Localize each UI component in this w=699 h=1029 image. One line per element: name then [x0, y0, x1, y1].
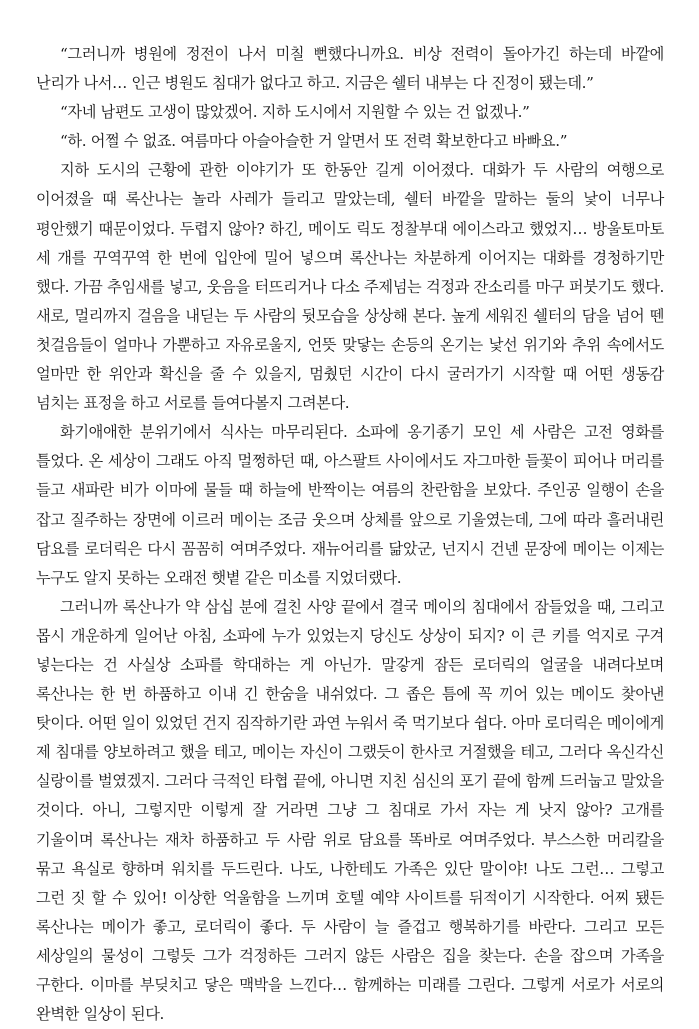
dialogue-paragraph-2: “자네 남편도 고생이 많았겠어. 지하 도시에서 지원할 수 있는 건 없겠나.”: [60, 103, 530, 122]
dialogue-paragraph-1: “그러니까 병원에 정전이 나서 미칠 뻔했다니까요. 비상 전력이 돌아가긴 하는데 바깥에 난리가 나서… 인근 병원도 침대가 없다고 하고. 지금은 쉘터 내부는 다 진정이 됐는데.”: [36, 45, 664, 93]
body-paragraph-3: 그러니까 록산나가 약 삼십 분에 걸친 사양 끝에서 결국 메이의 침대에서 잠들었을 때, 그리고 몹시 개운하게 일어난 아침, 소파에 누가 있었는지 당신도 상상이 되지? 이 큰 키를 억지로 구겨 넣는다는 건 사실상 소파를 학대하는 게 아닌가. 말갛게 잠든 로더릭의 얼굴을 내려다보며 록산나는 한 번 하품하고 이내 긴 한숨을 내쉬었다. 그 좁은 틈에 꼭 끼어 있는 메이도 찾아낸 탓이다. 어떤 일이 있었던 건지 짐작하기란 과연 누워서 죽 먹기보다 쉽다. 아마 로더릭은 메이에게 제 침대를 양보하려고 했을 테고, 메이는 자신이 그랬듯이 한사코 거절했을 테고, 그러다 옥신각신 실랑이를 벌였겠지. 그러다 극적인 타협 끝에, 아니면 지친 심신의 포기 끝에 함께 드러눕고 말았을 것이다. 아니, 그렇지만 이렇게 잘 거라면 그냥 그 침대로 가서 자는 게 낫지 않아? 고개를 기울이며 록산나는 재차 하품하고 두 사람 위로 담요를 똑바로 여며주었다. 부스스한 머리칼을 묶고 욕실로 향하며 워치를 두드린다. 나도, 나한테도 가족은 있단 말이야! 나도 그런… 그렇고 그런 짓 할 수 있어! 이상한 억울함을 느끼며 호텔 예약 사이트를 뒤적이기 시작한다. 어찌 됐든 록산나는 메이가 좋고, 로더릭이 좋다. 두 사람이 늘 즐겁고 행복하기를 바란다. 그리고 모든 세상일의 물성이 그렇듯 그가 걱정하든 그러지 않든 사람은 집을 찾는다. 손을 잡으며 가족을 구한다. 이마를 부딪치고 닿은 맥박을 느낀다… 함께하는 미래를 그린다. 그렇게 서로가 서로의 완벽한 일상이 된다.: [36, 597, 664, 1024]
body-paragraph-2: 화기애애한 분위기에서 식사는 마무리된다. 소파에 옹기종기 모인 세 사람은 고전 영화를 틀었다. 온 세상이 그래도 아직 멀쩡하던 때, 아스팔트 사이에서도 자그마한 들꽃이 피어나 머리를 들고 새파란 비가 이마에 물들 때 하늘에 반짝이는 여름의 찬란함을 보았다. 주인공 일행이 손을 잡고 질주하는 장면에 이르러 메이는 조금 웃으며 상체를 앞으로 기울였는데, 그에 따라 흘러내린 담요를 로더릭은 다시 꼼꼼히 여며주었다. 재뉴어리를 닮았군, 넌지시 건넨 문장에 메이는 이제는 누구도 알지 못하는 오래전 햇볕 같은 미소를 지었더랬다.: [36, 423, 664, 587]
dialogue-paragraph-3: “하. 어쩔 수 없죠. 여름마다 아슬아슬한 거 알면서 또 전력 확보한다고 바빠요.”: [60, 132, 568, 151]
body-paragraph-1: 지하 도시의 근황에 관한 이야기가 또 한동안 길게 이어졌다. 대화가 두 사람의 여행으로 이어졌을 때 록산나는 놀라 사레가 들리고 말았는데, 쉘터 바깥을 말하는 둘의 낯이 너무나 평안했기 때문이었다. 두렵지 않아? 하긴, 메이도 릭도 정찰부대 에이스라고 했었지… 방울토마토 세 개를 꾸역꾸역 한 번에 입안에 밀어 넣으며 록산나는 차분하게 이어지는 대화를 경청하기만 했다. 가끔 추임새를 넣고, 웃음을 터뜨리거나 다소 주제넘는 걱정과 잔소리를 마구 퍼붓기도 했다. 새로, 멀리까지 걸음을 내딛는 두 사람의 뒷모습을 상상해 본다. 높게 세워진 쉘터의 담을 넘어 뗀 첫걸음들이 얼마나 가뿐하고 자유로울지, 언뜻 맞닿는 손등의 온기는 낯선 위기와 추위 속에서도 얼마만 한 위안과 확신을 줄 수 있을지, 멈췄던 시간이 다시 굴러가기 시작할 때 어떤 생동감 넘치는 표정을 하고 서로를 들여다볼지 그려본다.: [36, 161, 664, 413]
document-page: [36, 40, 664, 1029]
